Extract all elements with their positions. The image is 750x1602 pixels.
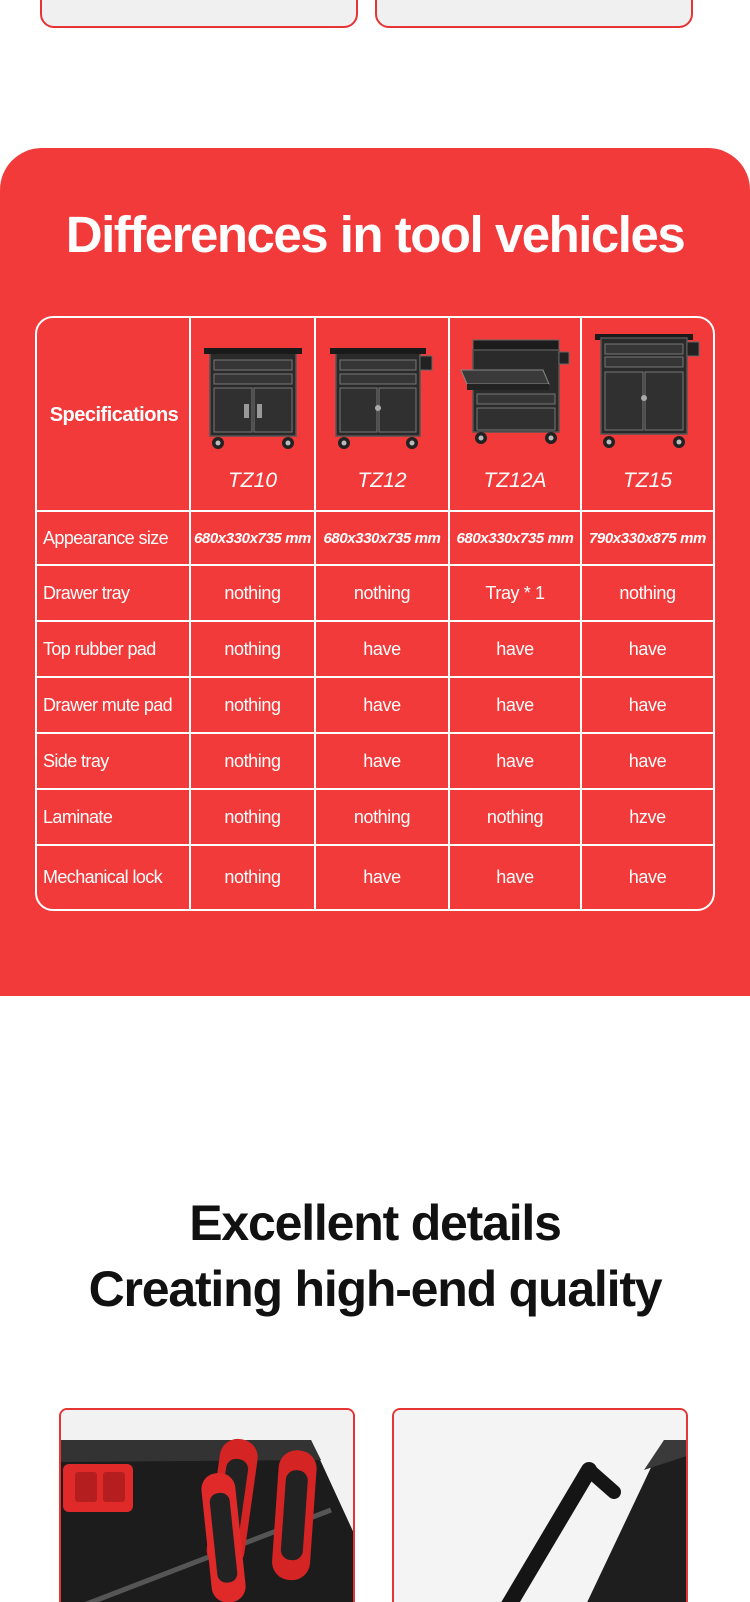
table-cell: have — [363, 638, 401, 659]
table-cell: have — [363, 694, 401, 715]
top-product-card-right — [375, 0, 693, 28]
cabinet-handle-image — [394, 1410, 688, 1602]
detail-photo-screwdrivers — [59, 1408, 355, 1602]
table-cell: nothing — [353, 582, 411, 603]
table-cell: 680x330x735 mm — [456, 529, 574, 547]
spec-table — [35, 316, 715, 911]
tool-cabinet-image — [459, 336, 571, 446]
table-cell: 680x330x735 mm — [323, 529, 441, 547]
table-cell: have — [628, 638, 667, 659]
row-label: Drawer tray — [43, 582, 130, 603]
table-cell: 790x330x875 mm — [588, 529, 706, 547]
table-cell: have — [496, 638, 534, 659]
table-cell: nothing — [224, 866, 281, 887]
table-cell: nothing — [224, 806, 281, 827]
table-cell: nothing — [224, 638, 281, 659]
comparison-title: Differences in tool vehicles — [65, 206, 685, 263]
row-label: Laminate — [43, 806, 113, 827]
row-label: Top rubber pad — [43, 638, 156, 659]
model-name: TZ10 — [227, 469, 277, 492]
model-name: TZ12A — [483, 469, 547, 492]
table-cell: have — [363, 750, 401, 771]
detail-photo-handle — [392, 1408, 688, 1602]
details-title-line-2: Creating high-end quality — [88, 1261, 662, 1317]
table-cell: have — [496, 750, 534, 771]
row-label: Mechanical lock — [43, 866, 163, 887]
row-label: Side tray — [43, 750, 109, 771]
table-cell: have — [628, 866, 667, 887]
table-cell: have — [628, 694, 667, 715]
model-name: TZ12 — [357, 469, 407, 492]
top-product-card-left — [40, 0, 358, 28]
model-name: TZ15 — [622, 469, 672, 492]
screwdriver-tray-image — [61, 1410, 355, 1602]
spec-header: Specifications — [49, 403, 179, 426]
table-cell: nothing — [224, 582, 281, 603]
table-cell: nothing — [486, 806, 544, 827]
tool-cabinet-image — [202, 346, 304, 450]
row-label: Appearance size — [43, 527, 169, 548]
table-cell: 680x330x735 mm — [193, 529, 311, 547]
table-cell: have — [496, 694, 534, 715]
table-cell: have — [363, 866, 401, 887]
model-column-tz12 — [316, 318, 448, 512]
table-cell: nothing — [353, 806, 411, 827]
table-cell: nothing — [224, 694, 281, 715]
details-title-line-1: Excellent details — [189, 1195, 561, 1251]
table-cell: Tray * 1 — [485, 582, 545, 603]
model-column-tz12a — [450, 318, 580, 512]
table-cell: nothing — [224, 750, 281, 771]
table-cell: have — [496, 866, 534, 887]
details-title — [0, 1190, 750, 1322]
model-column-tz15 — [582, 318, 713, 512]
table-cell: nothing — [619, 582, 676, 603]
tool-cabinet-image — [593, 332, 703, 450]
model-column-tz10 — [191, 318, 314, 512]
tool-cabinet-image — [328, 346, 436, 450]
table-cell: hzve — [629, 806, 666, 827]
row-label: Drawer mute pad — [43, 694, 173, 715]
table-cell: have — [628, 750, 667, 771]
